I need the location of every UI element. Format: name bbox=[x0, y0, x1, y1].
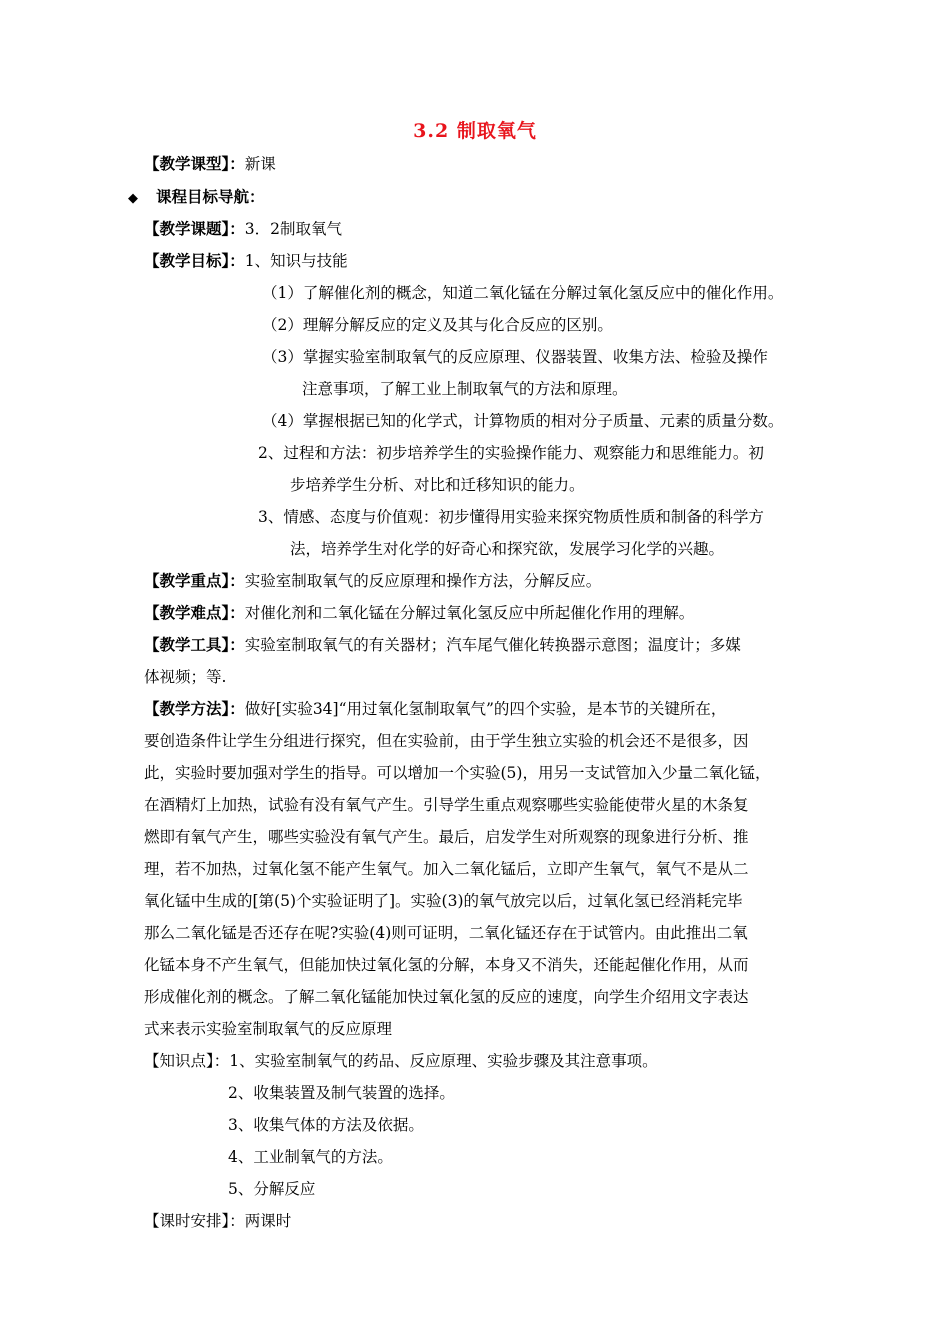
knowledge-item: 2、收集装置及制气装置的选择。 bbox=[228, 1084, 455, 1102]
schedule-value: 两课时 bbox=[244, 1212, 292, 1230]
method-line: 形成催化剂的概念。了解二氧化锰能加快过氧化氢的反应的速度，向学生介绍用文字表达 bbox=[144, 988, 749, 1006]
method-row bbox=[144, 699, 726, 719]
key-points-row bbox=[144, 571, 601, 591]
method-line: 理，若不加热，过氧化氢不能产生氧气。加入二氧化锰后，立即产生氧气，氧气不是从二 bbox=[144, 860, 749, 878]
knowledge-item: 4、工业制氧气的方法。 bbox=[228, 1148, 393, 1166]
schedule-label: 【课时安排】： bbox=[144, 1212, 245, 1230]
course-type-label: 【教学课型】： bbox=[144, 154, 245, 173]
goal-item: 3、情感、态度与价值观：初步懂得用实验来探究物质性质和制备的科学方 bbox=[258, 508, 764, 526]
topic-row bbox=[144, 219, 342, 239]
tools-line2: 体视频；等. bbox=[144, 668, 227, 686]
goal-item: （2）理解分解反应的定义及其与化合反应的区别。 bbox=[262, 316, 613, 334]
topic-value: 3．2制取氧气 bbox=[244, 220, 342, 238]
goals-first: 1、知识与技能 bbox=[244, 252, 348, 270]
method-label: 【教学方法】： bbox=[144, 699, 245, 718]
topic-label: 【教学课题】： bbox=[144, 219, 245, 238]
goal-item: （3）掌握实验室制取氧气的反应原理、仪器装置、收集方法、检验及操作 bbox=[262, 348, 768, 366]
course-type-value: 新课 bbox=[244, 155, 276, 173]
goal-item: （1）了解催化剂的概念，知道二氧化锰在分解过氧化氢反应中的催化作用。 bbox=[262, 284, 784, 302]
method-line: 在酒精灯上加热，试验有没有氧气产生。引导学生重点观察哪些实验能使带火星的木条复 bbox=[144, 796, 749, 814]
nav-heading: 课程目标导航： bbox=[156, 187, 265, 206]
method-line: 化锰本身不产生氧气，但能加快过氧化氢的分解，本身又不消失，还能起催化作用，从而 bbox=[144, 956, 749, 974]
key-points-value: 实验室制取氧气的反应原理和操作方法，分解反应。 bbox=[244, 572, 602, 590]
course-type-row bbox=[144, 154, 276, 174]
knowledge-item: 1、实验室制氧气的药品、反应原理、实验步骤及其注意事项。 bbox=[229, 1052, 658, 1070]
goals-label: 【教学目标】： bbox=[144, 251, 245, 270]
difficulties-value: 对催化剂和二氧化锰在分解过氧化氢反应中所起催化作用的理解。 bbox=[244, 604, 695, 622]
schedule-row bbox=[144, 1211, 291, 1231]
tools-label: 【教学工具】： bbox=[144, 635, 245, 654]
nav-heading-row bbox=[128, 187, 265, 209]
knowledge-label: 【知识点】： bbox=[144, 1052, 230, 1070]
key-points-label: 【教学重点】： bbox=[144, 571, 245, 590]
difficulties-label: 【教学难点】： bbox=[144, 603, 245, 622]
diamond-bullet-icon: ◆ bbox=[128, 191, 138, 206]
knowledge-row bbox=[144, 1051, 658, 1071]
method-line: 此，实验时要加强对学生的指导。可以增加一个实验(5)，用另一支试管加入少量二氧化锰， bbox=[144, 764, 771, 782]
method-line: 那么二氧化锰是否还存在呢?实验(4)则可证明，二氧化锰还存在于试管内。由此推出二氧 bbox=[144, 924, 748, 942]
goals-row bbox=[144, 251, 348, 271]
goal-item: 法，培养学生对化学的好奇心和探究欲，发展学习化学的兴趣。 bbox=[290, 540, 725, 558]
tools-row bbox=[144, 635, 741, 655]
goal-item: 步培养学生分析、对比和迁移知识的能力。 bbox=[290, 476, 585, 494]
method-line: 要创造条件让学生分组进行探究，但在实验前，由于学生独立实验的机会还不是很多，因 bbox=[144, 732, 749, 750]
knowledge-item: 3、收集气体的方法及依据。 bbox=[228, 1116, 424, 1134]
tools-line1: 实验室制取氧气的有关器材；汽车尾气催化转换器示意图；温度计；多媒 bbox=[244, 636, 741, 654]
method-line: 式来表示实验室制取氧气的反应原理 bbox=[144, 1020, 393, 1038]
goal-item: 2、过程和方法：初步培养学生的实验操作能力、观察能力和思维能力。初 bbox=[258, 444, 764, 462]
method-line: 做好[实验34]“用过氧化氢制取氧气”的四个实验，是本节的关键所在， bbox=[244, 700, 727, 718]
knowledge-item: 5、分解反应 bbox=[228, 1180, 316, 1198]
method-line: 燃即有氧气产生，哪些实验没有氧气产生。最后，启发学生对所观察的现象进行分析、推 bbox=[144, 828, 749, 846]
page-title: 3.2 制取氧气 bbox=[413, 120, 537, 142]
goal-item: （4）掌握根据已知的化学式，计算物质的相对分子质量、元素的质量分数。 bbox=[262, 412, 784, 430]
goal-item: 注意事项，了解工业上制取氧气的方法和原理。 bbox=[302, 380, 628, 398]
method-line: 氧化锰中生成的[第(5)个实验证明了]。实验(3)的氧气放完以后，过氧化氢已经消耗完毕 bbox=[144, 892, 743, 910]
difficulties-row bbox=[144, 603, 694, 623]
